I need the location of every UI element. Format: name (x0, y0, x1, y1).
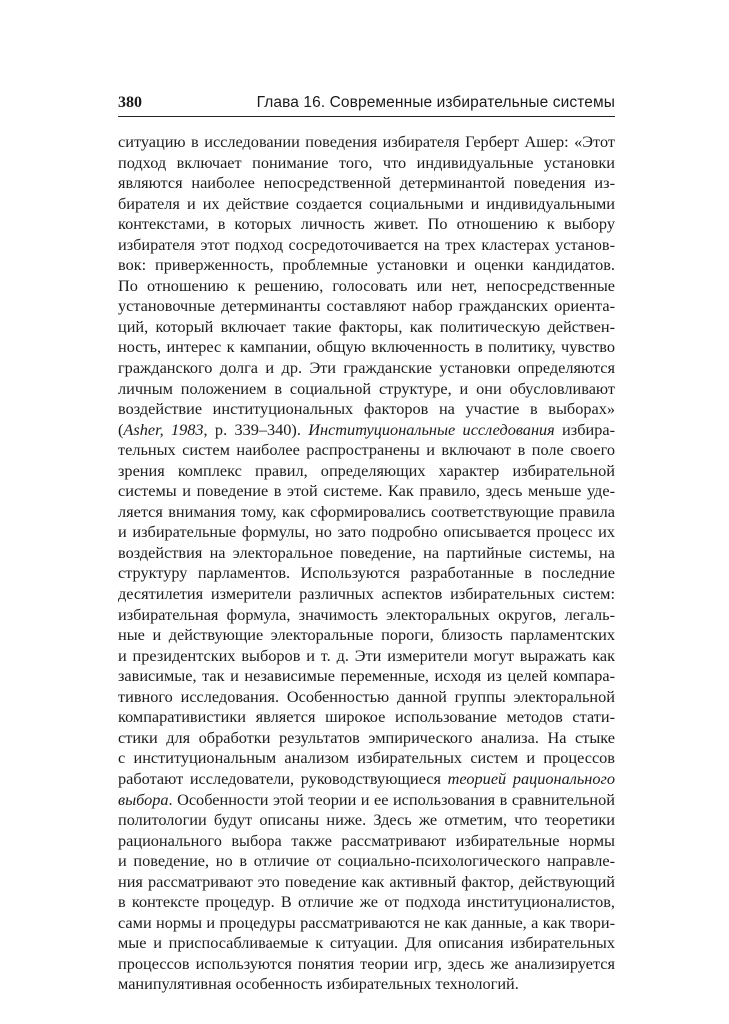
page-number: 380 (118, 94, 142, 111)
header-rule (118, 116, 615, 117)
text-line (118, 851, 615, 872)
italic-text: Институциональные исследования (308, 419, 555, 439)
running-title: Глава 16. Современные избирательные системы (256, 94, 615, 111)
text-run: процессов используются понятия теории игр, здесь же анализируется (118, 953, 615, 973)
text-run: личным положением в социальной структуре, и они обусловливают (118, 378, 615, 398)
text-line (118, 687, 615, 708)
text-run: ( (118, 419, 124, 439)
text-run: воздействия на электоральное поведение, на партийные системы, на (118, 542, 615, 562)
text-run: избирателя этот подход сосредоточивается на трех кластерах установ- (118, 234, 615, 254)
text-line (118, 563, 615, 584)
text-line (118, 440, 615, 461)
text-run: ния рассматривают это поведение как активный фактор, действующий (118, 871, 615, 891)
running-header (118, 92, 615, 116)
text-line (118, 748, 615, 769)
text-line (118, 337, 615, 358)
text-line (118, 399, 615, 420)
text-run: с институциональным анализом избирательных систем и процессов (118, 748, 615, 768)
text-run: компаративистики является широкое использование методов стати- (118, 707, 615, 727)
text-line (118, 831, 615, 852)
text-line (118, 810, 615, 831)
text-line (118, 379, 615, 400)
text-line (118, 790, 615, 811)
text-run: тивного исследования. Особенностью данной группы электоральной (118, 686, 615, 706)
text-run: избирательная формула, значимость электоральных округов, легаль- (118, 604, 615, 624)
text-run: подход включает понимание того, что индивидуальные установки (118, 152, 615, 172)
text-line (118, 933, 615, 954)
text-line (118, 481, 615, 502)
body-paragraph (118, 132, 615, 995)
text-line (118, 872, 615, 893)
text-run: , p. 339–340). (203, 419, 309, 439)
text-line (118, 194, 615, 215)
text-run: и президентских выборов и т. д. Эти измерители могут выражать как (118, 645, 615, 665)
text-line (118, 296, 615, 317)
text-line (118, 255, 615, 276)
italic-text: теорией рационального (447, 768, 615, 788)
text-line (118, 769, 615, 790)
text-line (118, 974, 615, 995)
text-run: работают исследователи, руководствующиеся (118, 768, 448, 788)
italic-text: выбора (118, 789, 169, 809)
text-run: бирателя и их действие создается социальными и индивидуальными (118, 193, 615, 213)
text-line (118, 625, 615, 646)
text-line (118, 522, 615, 543)
text-run: стики для обработки результатов эмпирического анализа. На стыке (118, 727, 615, 747)
text-line (118, 358, 615, 379)
text-run: зависимые, так и независимые переменные, исходя из целей компара- (118, 666, 615, 686)
text-line (118, 605, 615, 626)
text-line (118, 728, 615, 749)
text-run: являются наиболее непосредственной детерминантой поведения из- (118, 173, 615, 193)
text-run: и избирательные формулы, но зато подробно описывается процесс их (118, 522, 615, 542)
text-line (118, 666, 615, 687)
text-line (118, 235, 615, 256)
text-run: мые и приспосабливаемые к ситуации. Для описания избирательных (118, 933, 615, 953)
text-run: ность, интерес к кампании, общую включенность в политику, чувство (118, 337, 615, 357)
italic-text: Asher, 1983 (123, 419, 204, 439)
text-run: сами нормы и процедуры рассматриваются не как данные, а как твори- (118, 912, 615, 932)
text-run: ций, который включает такие факторы, как политическую действен- (118, 316, 615, 336)
text-run: контекстами, в которых личность живет. По отношению к выбору (118, 214, 615, 234)
text-run: вок: приверженность, проблемные установки и оценки кандидатов. (118, 255, 615, 275)
text-run: воздействие институциональных факторов на участие в выборах» (118, 399, 615, 419)
text-run: политологии будут описаны ниже. Здесь же отметим, что теоретики (118, 810, 615, 830)
text-run: установочные детерминанты составляют набор гражданских ориента- (118, 296, 615, 316)
text-run: и поведение, но в отличие от социально-психологического направле- (118, 851, 615, 871)
text-run: . Особенности этой теории и ее использования в сравнительной (168, 789, 615, 809)
text-run: десятилетия измерители различных аспектов избирательных систем: (118, 584, 615, 604)
text-line (118, 954, 615, 975)
text-run: манипулятивная особенность избирательных технологий. (118, 974, 519, 994)
text-line (118, 543, 615, 564)
text-run: ляется внимания тому, как сформировались соответствующие правила (118, 501, 615, 521)
text-run: системы и поведение в этой системе. Как правило, здесь меньше уде- (118, 481, 615, 501)
text-line (118, 892, 615, 913)
text-run: гражданского долга и др. Эти гражданские установки определяются (118, 358, 615, 378)
text-line (118, 153, 615, 174)
text-line (118, 584, 615, 605)
text-run: ситуацию в исследовании поведения избирателя Герберт Ашер: «Этот (118, 132, 615, 151)
text-line (118, 913, 615, 934)
text-run: структуру парламентов. Используются разработанные в последние (118, 563, 615, 583)
text-line (118, 132, 615, 153)
text-run: ные и действующие электоральные пороги, близость парламентских (118, 625, 615, 645)
text-line (118, 502, 615, 523)
text-line (118, 646, 615, 667)
text-run: в контексте процедур. В отличие же от подхода институционалистов, (118, 892, 615, 912)
text-line (118, 420, 615, 441)
text-line (118, 214, 615, 235)
text-run: тельных систем наиболее распространены и включают в поле своего (118, 440, 615, 460)
text-line (118, 276, 615, 297)
text-run: рационального выбора также рассматривают избирательные нормы (118, 830, 615, 850)
text-line (118, 461, 615, 482)
text-run: зрения комплекс правил, определяющих характер избирательной (118, 460, 615, 480)
text-run: По отношению к решению, голосовать или нет, непосредственные (118, 275, 615, 295)
text-run: избира- (554, 419, 615, 439)
text-line (118, 707, 615, 728)
text-line (118, 317, 615, 338)
text-line (118, 173, 615, 194)
